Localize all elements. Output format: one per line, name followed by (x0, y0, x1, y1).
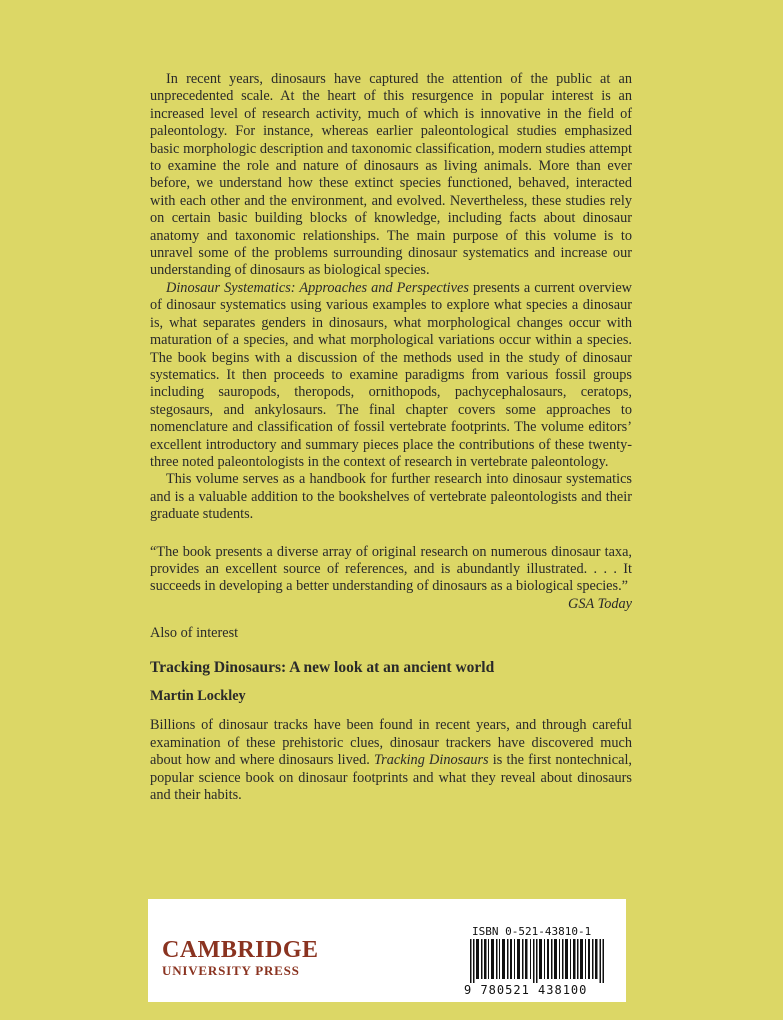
review-source: GSA Today (568, 595, 632, 612)
publisher-subtitle: UNIVERSITY PRESS (162, 963, 300, 978)
book-title-inline: Dinosaur Systematics: Approaches and Perspectives (166, 279, 469, 296)
related-book-author: Martin Lockley (150, 688, 246, 704)
also-of-interest-label: Also of interest (150, 625, 239, 642)
related-book-description (150, 717, 632, 804)
description-paragraph-1: In recent years, dinosaurs have captured the attention of the public at an unprecedented scale. At the heart of this resurgence in popular interest is an increased level of research activity, much of which is innovative in the field of paleontology. For instance, whereas earlier paleontological studies emphasized basic morphologic description and taxonomic classification, modern studies attempt to examine the role and nature of dinosaurs as living animals. More than ever before, we understand how these extinct species functioned, behaved, interacted with each other and the environment, and evolved. Nevertheless, these studies rely on certain basic building blocks of knowledge, including facts about dinosaur anatomy and taxonomic relationships. The main purpose of this volume is to unravel some of the problems surrounding dinosaur systematics and increase our understanding of dinosaurs as biological species. (150, 71, 632, 279)
review-quote: “The book presents a diverse array of original research on numerous dinosaur taxa, provides an excellent source of references, and is abundantly illustrated. . . . It succeeds in developing a better understanding of dinosaurs as a biological species.” (150, 543, 632, 595)
back-cover-text (150, 71, 632, 804)
publisher-barcode-panel (148, 899, 626, 1002)
related-book-desc-part1: Billions of dinosaur tracks have been found in recent years, and through careful examination of these prehistoric clues, dinosaur trackers have discovered much about how and where dinosaurs lived. (150, 717, 632, 769)
description-paragraph-3: This volume serves as a handbook for further research into dinosaur systematics and is a valuable addition to the bookshelves of vertebrate paleontologists and their graduate students. (150, 471, 632, 523)
related-book-title: Tracking Dinosaurs: A new look at an ancient world (150, 658, 495, 676)
related-book-desc-part2: is the first nontechnical, popular science book on dinosaur footprints and what they reveal about dinosaurs and their habits. (150, 752, 633, 804)
related-book-desc-title: Tracking Dinosaurs (374, 752, 489, 769)
description-paragraph-2-text: presents a current overview of dinosaur systematics using various examples to explore what species a dinosaur is, what separates genders in dinosaurs, what morphological changes occur with maturation of a species, and what morphological variations occur within a species. The book begins with a discussion of the methods used in the study of dinosaur systematics. It then proceeds to examine paradigms from various fossil groups including sauropods, theropods, ornithopods, pachycephalosaurs, ceratops, stegosaurs, and ankylosaurs. The final chapter covers some approaches to nomenclature and classification of fossil vertebrate footprints. The volume editors’ excellent introductory and summary pieces place the contributions of these twenty-three noted paleontologists in the context of research in vertebrate paleontology. (150, 279, 632, 470)
description-paragraph-2 (150, 280, 632, 471)
barcode-digits: 9 780521 438100 (464, 983, 614, 997)
isbn-label: ISBN 0-521-43810-1 (472, 925, 592, 938)
publisher-name: CAMBRIDGE (162, 937, 319, 963)
publisher-logo (162, 937, 319, 979)
barcode-icon (470, 939, 604, 983)
